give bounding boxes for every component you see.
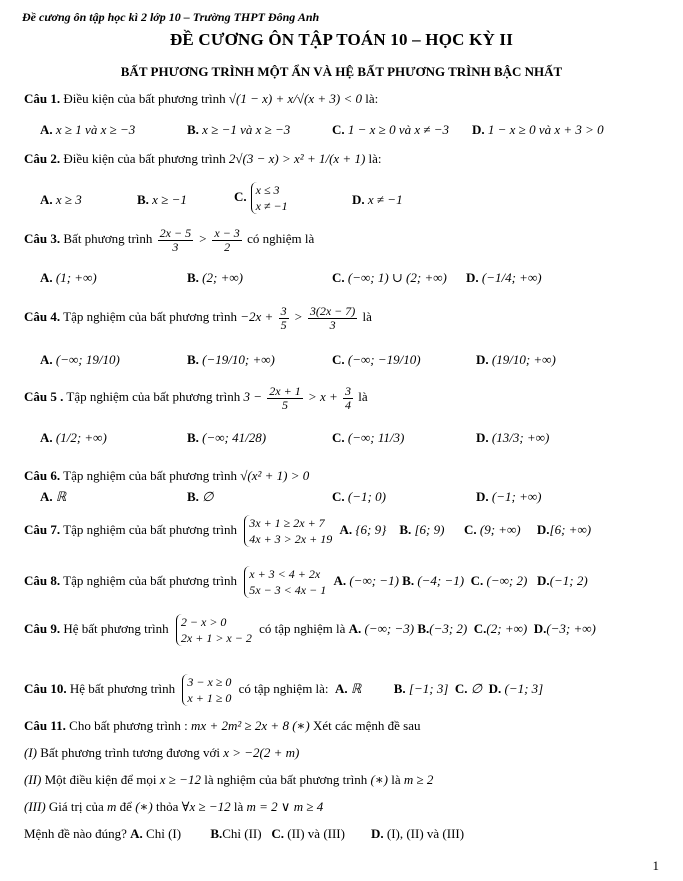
fraction (158, 227, 193, 253)
text-q10-tail: có tập nghiệm là: (238, 681, 329, 697)
option-c (332, 489, 386, 505)
text-q8-c: C. (470, 573, 484, 589)
option-c (332, 270, 447, 286)
text-q10-c-v: ∅ (470, 681, 483, 697)
page-number: 1 (652, 858, 659, 873)
option-d (352, 192, 403, 208)
text-q5-label: Câu 5 . (24, 389, 64, 405)
equation-system (176, 614, 252, 646)
text-q3-c-v: (−∞; 1) ∪ (2; +∞) (347, 270, 447, 285)
text-q7-s1: 3x + 1 ≥ 2x + 7 (249, 516, 325, 530)
text-q11-iii-expr: ∀x ≥ −12 (181, 799, 231, 814)
text-q11-text: Cho bất phương trình : (69, 718, 188, 733)
text-q8-d: D. (537, 573, 550, 589)
text-q3-d-v: (−1/4; +∞) (481, 270, 542, 285)
question-text: Điều kiện của bất phương trình (63, 91, 226, 106)
text-q2-label: Câu 2. (24, 151, 61, 166)
text-q11-d-v: (I), (II) và (III) (386, 826, 465, 841)
text-q4-a: A. (40, 352, 53, 367)
question-10 (24, 674, 543, 706)
section-title: BẤT PHƯƠNG TRÌNH MỘT ẨN VÀ HỆ BẤT PHƯƠNG TRÌNH BẬC NHẤT (120, 64, 563, 79)
question-1 (24, 91, 378, 107)
option-d (476, 489, 541, 505)
text-q2-tail: là: (368, 151, 382, 166)
text-q11-ask: Mệnh đề nào đúng? (24, 826, 127, 841)
text-q11-ii-text3: là (391, 772, 401, 787)
statement-ii (24, 772, 433, 788)
text-q11-b: B. (210, 826, 223, 841)
text-q2-text: Điều kiện của bất phương trình (63, 151, 226, 166)
question-11-options (24, 826, 464, 842)
text-q11-a-v: Chỉ (I) (146, 826, 182, 841)
question-4 (24, 305, 372, 331)
text-q3-b-v: (2; +∞) (202, 270, 243, 285)
document-title: ĐỀ CƯƠNG ÔN TẬP TOÁN 10 – HỌC KỲ II (169, 30, 514, 49)
fraction (279, 305, 289, 331)
text-q11-iii-expr2: m = 2 ∨ m ≥ 4 (246, 799, 324, 814)
option-b (187, 270, 243, 286)
question-9 (24, 614, 596, 646)
equation-system (251, 182, 288, 214)
question-5 (24, 385, 368, 411)
text-q7-c: C. (463, 522, 477, 538)
text-q2-c: C. (234, 189, 247, 205)
text-q4-d2: 3 (329, 317, 336, 332)
text-q8-label: Câu 8. (24, 573, 61, 589)
text-q9-c-v: (2; +∞) (486, 621, 528, 637)
equation-system (182, 674, 231, 706)
text-q5-n2: 3 (345, 384, 352, 398)
text-q4-d-v: (19/10; +∞) (491, 352, 556, 367)
text-q3-op: > (198, 231, 208, 247)
text-q5-a-v: (1/2; +∞) (55, 430, 107, 445)
option-c (234, 182, 292, 214)
text-q6-label: Câu 6. (24, 468, 61, 483)
text-q8-d-v: (−1; 2) (549, 573, 588, 589)
fraction (212, 227, 241, 253)
text-q7-text: Tập nghiệm của bất phương trình (63, 522, 237, 538)
text-q8-b-v: (−4; −1) (417, 573, 465, 589)
option-b (137, 192, 187, 208)
text-q10-b: B. (393, 681, 406, 697)
text-q11-ii-text2: là nghiệm của bất phương trình (204, 772, 368, 787)
text-q7-s2: 4x + 3 > 2x + 19 (249, 532, 333, 547)
text-q9-s2: 2x + 1 > x − 2 (180, 631, 252, 646)
text-q8-s2: 5x − 3 < 4x − 1 (249, 583, 327, 598)
text-q7-d-v: [6; +∞) (549, 522, 592, 538)
text-q6-b: B. (187, 489, 199, 504)
text-q4-op: > (293, 309, 303, 325)
text-q1-a-v: x ≥ 1 và x ≥ −3 (55, 122, 136, 137)
text-q1-c-v: 1 − x ≥ 0 và x ≠ −3 (347, 122, 450, 137)
text-q8-c-v: (−∞; 2) (486, 573, 528, 589)
statement-iii (24, 799, 323, 815)
text-q2-b-v: x ≥ −1 (152, 192, 187, 207)
text-q1-c: C. (332, 122, 345, 137)
option-b (187, 352, 275, 368)
text-q2-b: B. (137, 192, 149, 207)
text-q5-lhs: 3 − (243, 389, 263, 405)
text-q5-c: C. (332, 430, 345, 445)
text-q5-d1: 5 (282, 397, 288, 412)
text-q1-b: B. (187, 122, 199, 137)
text-q4-n1: 3 (280, 304, 287, 318)
text-q10-s2: x + 1 ≥ 0 (187, 691, 232, 706)
text-q4-text: Tập nghiệm của bất phương trình (63, 309, 237, 325)
option-b (187, 122, 290, 138)
option-d (476, 430, 549, 446)
text-q5-d-v: (13/3; +∞) (491, 430, 550, 445)
text-q10-a: A. (335, 681, 348, 697)
text-q11-d: D. (370, 826, 384, 841)
fraction (308, 305, 357, 331)
option-d (466, 270, 542, 286)
text-q6-d: D. (476, 489, 489, 504)
text-q4-c-v: (−∞; −19/10) (347, 352, 421, 367)
text-q11-ii-expr2: m ≥ 2 (403, 772, 434, 787)
text-q3-tail: có nghiệm là (247, 231, 315, 247)
text-q9-b: B. (417, 621, 430, 637)
text-q4-b-v: (−19/10; +∞) (202, 352, 275, 367)
text-q9-c: C. (473, 621, 487, 637)
text-q11-iii-m: m (107, 799, 117, 814)
option-a (40, 489, 66, 505)
text-q6-a: A. (40, 489, 53, 504)
text-q5-a: A. (40, 430, 53, 445)
text-q5-n1: 2x + 1 (269, 384, 301, 398)
text-q7-b: B. (399, 522, 412, 538)
text-q3-c: C. (332, 270, 345, 285)
text-q6-expr: √(x² + 1) > 0 (240, 468, 310, 483)
text-q10-b-v: [−1; 3] (408, 681, 449, 697)
text-q11-b-v: Chỉ (II) (222, 826, 262, 841)
text-q4-c: C. (332, 352, 345, 367)
text-q10-a-v: ℝ (350, 681, 362, 697)
option-a (40, 430, 107, 446)
text-q8-s1: x + 3 < 4 + 2x (249, 567, 321, 581)
option-d (472, 122, 604, 138)
statement-i (24, 745, 299, 761)
text-q11-c: C. (271, 826, 284, 841)
text-q3-label: Câu 3. (24, 231, 61, 247)
text-q7-b-v: [6; 9) (414, 522, 445, 538)
text-q5-tail: là (358, 389, 368, 405)
text-q1-b-v: x ≥ −1 và x ≥ −3 (202, 122, 291, 137)
text-q11-a: A. (130, 826, 143, 841)
text-q4-d1: 5 (280, 317, 287, 332)
text-q1-d-v: 1 − x ≥ 0 và x + 3 > 0 (487, 122, 604, 137)
text-q3-d2: 2 (224, 239, 231, 254)
text-q8-a-v: (−∞; −1) (349, 573, 399, 589)
text-q9-a-v: (−∞; −3) (364, 621, 415, 637)
text-q1-d: D. (472, 122, 485, 137)
text-q11-i-text: Bất phương trình tương đương với (40, 745, 220, 760)
text-q11-iii-text3: thỏa (155, 799, 179, 814)
option-b (187, 489, 214, 505)
text-q3-b: B. (187, 270, 199, 285)
text-q7-d: D. (536, 522, 550, 538)
text-q4-lhs: −2x + (240, 309, 274, 325)
question-tail: là: (365, 91, 379, 106)
text-q3-n2: x − 3 (214, 226, 240, 240)
text-q5-d2: 4 (345, 397, 352, 412)
text-q9-d-v: (−3; +∞) (546, 621, 596, 637)
text-q9-label: Câu 9. (24, 621, 61, 637)
text-q7-a: A. (339, 522, 353, 538)
text-q11-ii-star: (∗) (370, 772, 388, 787)
text-q11-iii-lbl: (III) (24, 799, 46, 814)
text-q11-ii-lbl: (II) (24, 772, 42, 787)
text-q3-n1: 2x − 5 (159, 226, 192, 240)
text-q3-d1: 3 (172, 239, 179, 254)
option-c (332, 352, 421, 368)
text-q2-a-v: x ≥ 3 (55, 192, 82, 207)
text-q3-a: A. (40, 270, 53, 285)
text-q8-a: A. (333, 573, 347, 589)
text-q2-d: D. (352, 192, 365, 207)
option-d (476, 352, 556, 368)
text-q1-a: A. (40, 122, 53, 137)
text-q5-text: Tập nghiệm của bất phương trình (66, 389, 241, 405)
question-6 (24, 468, 309, 484)
text-q6-a-v: ℝ (55, 489, 67, 504)
fraction (267, 385, 302, 411)
text-q2-expr: 2√(3 − x) > x² + 1/(x + 1) (228, 151, 366, 166)
text-q9-text: Hệ bất phương trình (63, 621, 169, 637)
question-8 (24, 566, 588, 598)
text-q7-c-v: (9; +∞) (479, 522, 521, 538)
page-header: Đề cương ôn tập học kì 2 lớp 10 – Trường THPT Đông Anh (22, 10, 320, 24)
text-q5-d: D. (476, 430, 489, 445)
question-expression: √(1 − x) + x/√(x + 3) < 0 (228, 91, 363, 106)
text-q11-iii-text: Giá trị của (48, 799, 104, 814)
text-q9-a: A. (348, 621, 362, 637)
text-q2-d-v: x ≠ −1 (367, 192, 403, 207)
option-c (332, 122, 449, 138)
text-q8-b: B. (402, 573, 415, 589)
question-7 (24, 515, 591, 547)
equation-system (244, 515, 332, 547)
text-q7-label: Câu 7. (24, 522, 61, 538)
text-q7-a-v: {6; 9} (355, 522, 387, 538)
text-q4-label: Câu 4. (24, 309, 61, 325)
text-q11-iii-star: (∗) (135, 799, 153, 814)
text-q11-iii-text2: để (119, 799, 132, 814)
text-q9-s1: 2 − x > 0 (180, 615, 227, 629)
text-q9-b-v: (−3; 2) (429, 621, 468, 637)
text-q11-tail: Xét các mệnh đề sau (312, 718, 421, 733)
question-label: Câu 1. (24, 91, 61, 106)
text-q5-c-v: (−∞; 11/3) (347, 430, 405, 445)
text-q11-i-expr: x > −2(2 + m) (223, 745, 300, 760)
text-q11-expr: mx + 2m² ≥ 2x + 8 (∗) (191, 718, 310, 733)
option-a (40, 352, 120, 368)
text-q4-b: B. (187, 352, 199, 367)
text-q9-tail: có tập nghiệm là (259, 621, 346, 637)
fraction (343, 385, 353, 411)
question-3 (24, 227, 314, 253)
text-q11-ii-text: Một điều kiện để mọi (44, 772, 157, 787)
option-b (187, 430, 266, 446)
text-q11-i-lbl: (I) (24, 745, 37, 760)
text-q3-d: D. (466, 270, 479, 285)
text-q11-iii-text4: là (233, 799, 244, 814)
option-a (40, 192, 82, 208)
text-q6-d-v: (−1; +∞) (491, 489, 542, 504)
text-q2-a: A. (40, 192, 53, 207)
text-q2-c-2: x ≠ −1 (255, 199, 288, 214)
text-q4-n2: 3(2x − 7) (309, 304, 356, 318)
text-q5-op: > x + (307, 389, 338, 405)
text-q10-text: Hệ bất phương trình (69, 681, 176, 697)
text-q6-b-v: ∅ (202, 489, 214, 504)
text-q4-d: D. (476, 352, 489, 367)
text-q5-b-v: (−∞; 41/28) (202, 430, 267, 445)
text-q10-c: C. (454, 681, 468, 697)
question-2 (24, 151, 382, 167)
question-11 (24, 718, 421, 734)
option-a (40, 270, 97, 286)
text-q6-text: Tập nghiệm của bất phương trình (63, 468, 237, 483)
text-q10-label: Câu 10. (24, 681, 67, 697)
text-q4-tail: là (362, 309, 372, 325)
text-q6-c: C. (332, 489, 345, 504)
text-q3-a-v: (1; +∞) (55, 270, 97, 285)
equation-system (244, 566, 326, 598)
text-q3-text: Bất phương trình (63, 231, 153, 247)
text-q11-ii-expr: x ≥ −12 (159, 772, 201, 787)
text-q5-b: B. (187, 430, 199, 445)
text-q10-s1: 3 − x ≥ 0 (187, 675, 232, 689)
text-q6-c-v: (−1; 0) (347, 489, 386, 504)
text-q10-d: D. (488, 681, 502, 697)
text-q8-text: Tập nghiệm của bất phương trình (63, 573, 237, 589)
option-c (332, 430, 404, 446)
text-q10-d-v: (−1; 3] (504, 681, 544, 697)
text-q9-d: D. (533, 621, 547, 637)
option-a (40, 122, 135, 138)
text-q4-a-v: (−∞; 19/10) (55, 352, 120, 367)
text-q11-label: Câu 11. (24, 718, 66, 733)
text-q11-c-v: (II) và (III) (287, 826, 345, 841)
text-q2-c-1: x ≤ 3 (255, 183, 280, 197)
